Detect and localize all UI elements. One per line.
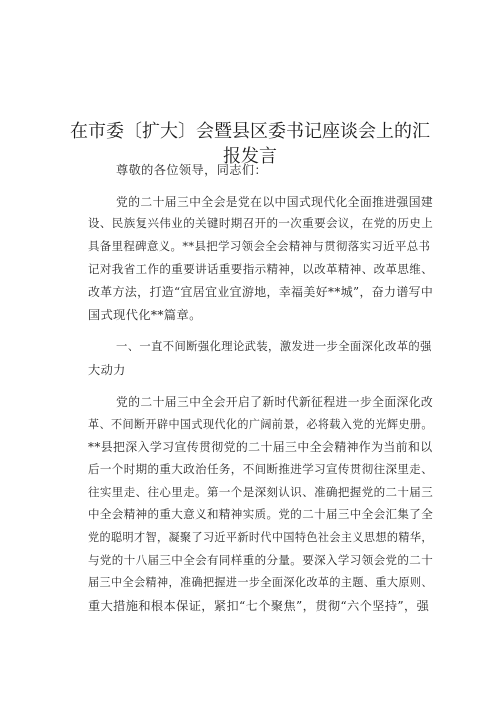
heading-line: 大动力 bbox=[88, 363, 126, 377]
paragraph-line: 后一个时期的重大政治任务，不间断推进学习宣传贯彻往深里走、 bbox=[88, 462, 434, 476]
paragraph-line: 改革方法，打造“宜居宜业宜游地，幸福美好**城”，奋力谱写中 bbox=[88, 285, 434, 299]
title-line-1: 在市委〔扩大〕会暨县区委书记座谈会上的汇 bbox=[70, 121, 430, 142]
paragraph-line: 设、民族复兴伟业的关键时期召开的一次重要会议，在党的历史上 bbox=[88, 216, 434, 230]
paragraph-line: 重大措施和根本保证，紧扣“七个聚焦”，贯彻“六个坚持”，强 bbox=[88, 599, 430, 613]
paragraph-line: 党的二十届三中全会开启了新时代新征程进一步全面深化改 bbox=[116, 395, 434, 409]
paragraph-line: 记对我省工作的重要讲话重要指示精神，以改革精神、改革思维、 bbox=[88, 262, 434, 276]
paragraph-line: 党的聪明才智，凝聚了习近平新时代中国特色社会主义思想的精华， bbox=[88, 531, 433, 544]
greeting: 尊敬的各位领导，同志们： bbox=[116, 163, 268, 177]
paragraph-line: 与党的十八届三中全会有同样重的分量。要深入学习领会党的二十 bbox=[88, 553, 434, 567]
title-line-2: 报发言 bbox=[223, 146, 277, 167]
paragraph-line: **县把深入学习宣传贯彻党的二十届三中全会精神作为当前和以 bbox=[88, 440, 433, 454]
heading-line: 一、一直不间断强化理论武装，激发进一步全面深化改革的强 bbox=[116, 340, 432, 353]
paragraph-line: 革、不间断开辟中国式现代化的广阔前景，必将载入党的光辉史册。 bbox=[88, 418, 433, 431]
paragraph-line: 中全会精神的重大意义和精神实质。党的二十届三中全会汇集了全 bbox=[88, 507, 434, 521]
paragraph-line: 国式现代化**篇章。 bbox=[88, 308, 202, 322]
paragraph-line: 届三中全会精神，准确把握进一步全面深化改革的主题、重大原则、 bbox=[88, 576, 433, 589]
paragraph-line: 具备里程碑意义。**县把学习领会全会精神与贯彻落实习近平总书 bbox=[88, 239, 431, 253]
paragraph-line: 往实里走、往心里走。第一个是深刻认识、准确把握党的二十届三 bbox=[88, 485, 434, 499]
paragraph-line: 党的二十届三中全会是党在以中国式现代化全面推进强国建 bbox=[116, 195, 434, 209]
